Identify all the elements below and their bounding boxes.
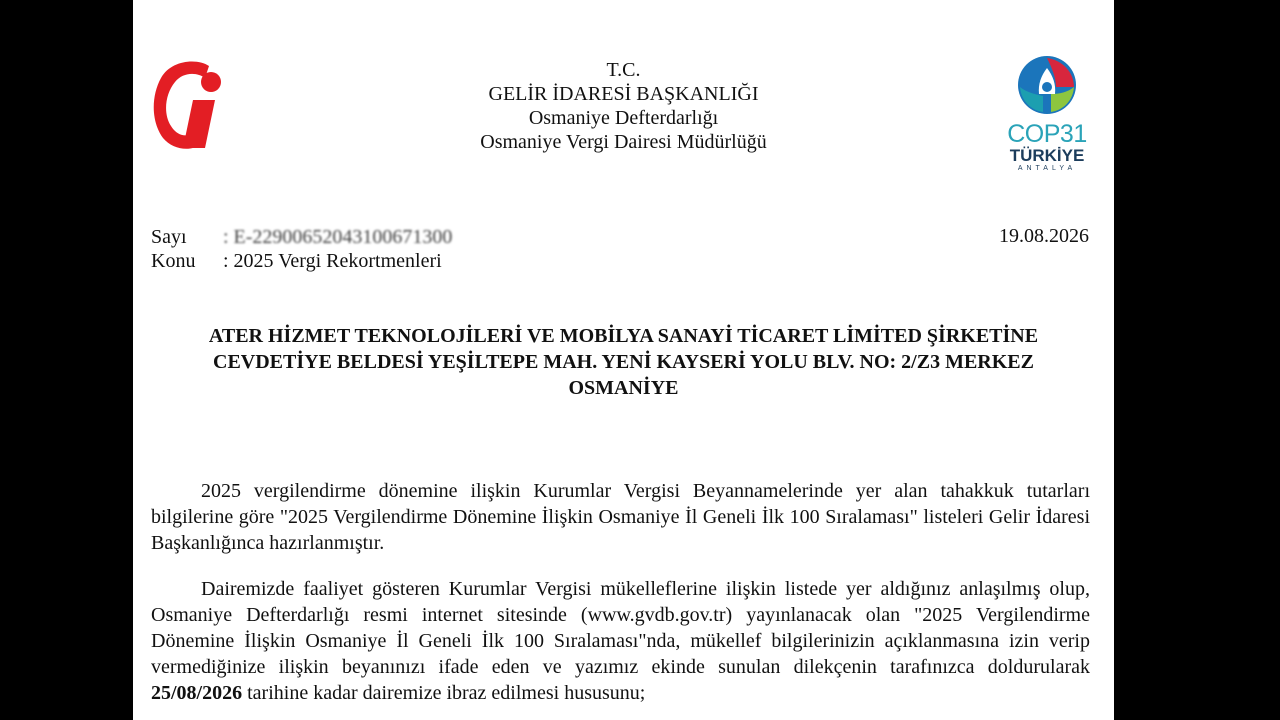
konu-label: Konu — [151, 250, 196, 272]
paragraph-1-text: 2025 vergilendirme dönemine ilişkin Kurumlar Vergisi Beyannamelerinde yer alan tahakkuk tutarları bilgilerine göre "2025 Vergilendirme Dönemine İlişkin Osmaniye İl Geneli İlk 100 Sıralaması" listeleri Gelir İdaresi Başkanlığınca hazırlanmıştır. — [151, 480, 1090, 554]
document-page — [133, 0, 1114, 720]
header-line-vergi-dairesi: Osmaniye Vergi Dairesi Müdürlüğü — [480, 131, 767, 153]
paragraph-2-text: Dairemizde faaliyet gösteren Kurumlar Vergisi mükelleflerine ilişkin listede yer aldığınız anlaşılmış olup, Osmaniye Defterdarlığı resmi internet sitesinde (www.gvdb.gov.tr) yayınlanacak olan "2025 Vergilendirme Dönemine İlişkin Osmaniye İl Geneli İlk 100 Sıralaması"nda, mükellef bilgilerinizin açıklanmasına izin verip vermediğinize ilişkin beyanınızı ifade eden ve yazımız ekinde sunulan dilekçenin tarafınızca doldurularak — [151, 578, 1090, 678]
header-line-defterdarlik: Osmaniye Defterdarlığı — [528, 107, 719, 129]
deadline-date: 25/08/2026 — [151, 682, 243, 704]
recipient-line-3: OSMANİYE — [568, 377, 679, 399]
sayi-value: : E-22900652043100671300 — [223, 226, 453, 248]
sayi-label: Sayı — [151, 226, 187, 248]
cop31-title: COP31 — [1007, 120, 1087, 148]
document-date: 19.08.2026 — [999, 225, 1089, 247]
header-line-tc: T.C. — [606, 59, 641, 81]
recipient-line-2: CEVDETİYE BELDESİ YEŞİLTEPE MAH. YENİ KAYSERİ YOLU BLV. NO: 2/Z3 MERKEZ — [213, 351, 1034, 373]
konu-value: : 2025 Vergi Rekortmenleri — [223, 250, 442, 272]
header-line-gib: GELİR İDARESİ BAŞKANLIĞI — [488, 83, 759, 105]
cop31-emblem-icon — [1016, 54, 1078, 116]
cop31-city: ANTALYA — [1017, 165, 1077, 172]
paragraph-2-end: tarihine kadar dairemize ibraz edilmesi hususunu; — [247, 682, 646, 704]
paragraph-1 — [151, 478, 1090, 556]
sayi-row — [151, 225, 452, 249]
recipient-block — [133, 323, 1114, 401]
konu-row — [151, 249, 442, 273]
cop31-logo — [1001, 54, 1093, 174]
institution-header — [133, 58, 1114, 154]
cop31-subtitle: TÜRKİYE — [1009, 146, 1085, 165]
paragraph-2 — [151, 576, 1090, 706]
recipient-line-1: ATER HİZMET TEKNOLOJİLERİ VE MOBİLYA SANAYİ TİCARET LİMİTED ŞİRKETİNE — [208, 325, 1039, 347]
